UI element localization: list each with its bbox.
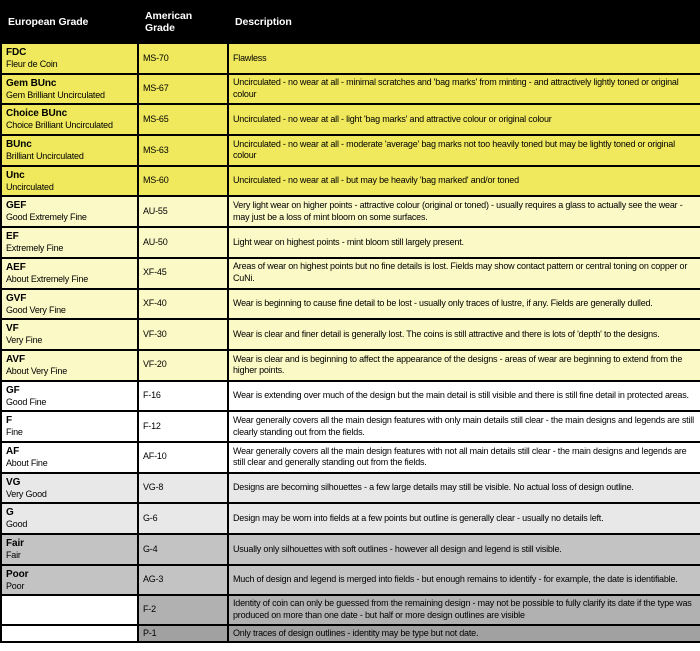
american-grade-cell: P-1 — [138, 625, 228, 643]
table-row — [1, 381, 700, 412]
description-cell: Usually only silhouettes with soft outlines - however all design and legend is still visible. — [228, 534, 700, 565]
description-cell: Uncirculated - no wear at all - but may be heavily 'bag marked' and/or toned — [228, 166, 700, 197]
table-row — [1, 442, 700, 473]
american-grade-cell: AU-55 — [138, 196, 228, 227]
american-grade-cell: MS-67 — [138, 74, 228, 105]
european-grade-fullname: About Fine — [6, 457, 48, 468]
table-row — [1, 258, 700, 289]
description-cell: Wear generally covers all the main design features with only main details still clear - the main designs and legends are still clearly standing out from the fields. — [228, 411, 700, 442]
european-grade-fullname: Good Very Fine — [6, 304, 66, 315]
european-grade-fullname: Brilliant Uncirculated — [6, 151, 84, 162]
european-grade-fullname: Extremely Fine — [6, 243, 64, 254]
american-grade-cell: AF-10 — [138, 442, 228, 473]
european-grade-abbr: VG — [6, 476, 21, 488]
european-grade-cell — [1, 503, 138, 534]
european-grade-cell — [1, 104, 138, 135]
description-cell: Much of design and legend is merged into fields - but enough remains to identify - for example, the date is identifiable. — [228, 565, 700, 596]
european-grade-cell — [1, 74, 138, 105]
european-grade-abbr: AF — [6, 445, 20, 457]
european-grade-cell — [1, 258, 138, 289]
american-grade-cell: AG-3 — [138, 565, 228, 596]
european-grade-abbr: F — [6, 415, 13, 427]
description-cell: Wear is extending over much of the design but the main detail is still visible and there is still fine detail in protected areas. — [228, 381, 700, 412]
european-grade-fullname: Fair — [6, 550, 21, 560]
description-cell: Light wear on highest points - mint bloom still largely present. — [228, 227, 700, 258]
european-grade-fullname: Good Extremely Fine — [6, 212, 87, 223]
col-header-american-grade: American Grade — [138, 1, 228, 43]
european-grade-abbr: FDC — [6, 47, 27, 58]
header-row — [1, 1, 700, 43]
european-grade-abbr: GVF — [6, 292, 27, 304]
european-grade-cell — [1, 565, 138, 596]
european-grade-abbr: BUnc — [6, 139, 32, 151]
european-grade-abbr: VF — [6, 323, 19, 335]
description-cell: Uncirculated - no wear at all - minimal scratches and 'bag marks' from minting - and attractively lightly toned or original colour — [228, 74, 700, 105]
european-grade-fullname: Gem Brilliant Uncirculated — [6, 89, 105, 100]
description-cell: Wear is beginning to cause fine detail to be lost - usually only traces of lustre, if any. Fields are generally dulled. — [228, 289, 700, 320]
european-grade-abbr: GF — [6, 384, 20, 396]
table-row — [1, 565, 700, 596]
european-grade-fullname: Fleur de Coin — [6, 59, 58, 69]
european-grade-fullname: Choice Brilliant Uncirculated — [6, 120, 113, 131]
american-grade-cell: G-4 — [138, 534, 228, 565]
european-grade-cell — [1, 166, 138, 197]
european-grade-cell — [1, 442, 138, 473]
european-grade-cell — [1, 43, 138, 74]
table-row — [1, 104, 700, 135]
european-grade-abbr: G — [6, 507, 14, 519]
european-grade-abbr: AVF — [6, 353, 25, 365]
european-grade-abbr: Gem BUnc — [6, 77, 57, 89]
description-cell: Identity of coin can only be guessed from the remaining design - may not be possible to fully clarify its date if the type was produced on more than one date - but half or more design outlines are visible — [228, 595, 700, 624]
european-grade-cell — [1, 534, 138, 565]
table-body — [1, 43, 700, 642]
description-cell: Uncirculated - no wear at all - light 'bag marks' and attractive colour or original colour — [228, 104, 700, 135]
american-grade-cell: MS-70 — [138, 43, 228, 74]
european-grade-abbr: Unc — [6, 169, 25, 181]
american-grade-cell: XF-40 — [138, 289, 228, 320]
description-cell: Wear generally covers all the main design features with not all main details still clear - the main designs and legends are still clear and generally standing out from the fields. — [228, 442, 700, 473]
table-row — [1, 166, 700, 197]
table-row — [1, 289, 700, 320]
european-grade-cell — [1, 135, 138, 166]
table-row — [1, 625, 700, 643]
table-row — [1, 503, 700, 534]
european-grade-abbr: AEF — [6, 261, 26, 273]
european-grade-abbr: GEF — [6, 200, 27, 212]
table-row — [1, 135, 700, 166]
european-grade-cell — [1, 473, 138, 504]
description-cell: Areas of wear on highest points but no fine details is lost. Fields may show contact pattern or central toning on copper or CuNi. — [228, 258, 700, 289]
european-grade-cell — [1, 196, 138, 227]
european-grade-fullname: About Very Fine — [6, 365, 68, 376]
col-header-description: Description — [228, 1, 700, 43]
table-row — [1, 319, 700, 350]
table-row — [1, 473, 700, 504]
description-cell: Very light wear on higher points - attractive colour (original or toned) - usually requires a glass to actually see the wear - may just be a loss of mint bloom on some surfaces. — [228, 196, 700, 227]
european-grade-fullname: Fine — [6, 427, 23, 438]
european-grade-cell — [1, 289, 138, 320]
american-grade-cell: F-16 — [138, 381, 228, 412]
european-grade-cell — [1, 319, 138, 350]
american-grade-cell: F-2 — [138, 595, 228, 624]
table-row — [1, 196, 700, 227]
european-grade-fullname: Very Fine — [6, 335, 43, 346]
american-grade-cell: XF-45 — [138, 258, 228, 289]
american-grade-cell: VF-30 — [138, 319, 228, 350]
european-grade-fullname: Poor — [6, 580, 25, 591]
table-row — [1, 350, 700, 381]
table-row — [1, 74, 700, 105]
european-grade-abbr: Fair — [6, 538, 24, 549]
american-grade-cell: MS-60 — [138, 166, 228, 197]
american-grade-cell: VG-8 — [138, 473, 228, 504]
table-row — [1, 595, 700, 624]
european-grade-fullname: Good — [6, 519, 28, 530]
european-grade-cell — [1, 350, 138, 381]
european-grade-abbr: EF — [6, 231, 19, 243]
american-grade-cell: MS-65 — [138, 104, 228, 135]
european-grade-cell — [1, 595, 138, 624]
description-cell: Uncirculated - no wear at all - moderate 'average' bag marks not too heavily toned but may be lightly toned or original colour — [228, 135, 700, 166]
european-grade-fullname: Very Good — [6, 488, 47, 499]
col-header-european-grade: European Grade — [1, 1, 138, 43]
description-cell: Wear is clear and finer detail is generally lost. The coins is still attractive and there is lots of 'depth' to the designs. — [228, 319, 700, 350]
european-grade-fullname: About Extremely Fine — [6, 273, 89, 284]
american-grade-cell: G-6 — [138, 503, 228, 534]
european-grade-abbr: Poor — [6, 568, 29, 580]
european-grade-cell — [1, 411, 138, 442]
european-grade-abbr: Choice BUnc — [6, 108, 68, 120]
european-grade-fullname: Good Fine — [6, 396, 47, 407]
european-grade-cell — [1, 625, 138, 643]
description-cell: Designs are becoming silhouettes - a few large details may still be visible. No actual loss of design outline. — [228, 473, 700, 504]
table-row — [1, 411, 700, 442]
european-grade-cell — [1, 381, 138, 412]
description-cell: Design may be worn into fields at a few points but outline is generally clear - usually no details left. — [228, 503, 700, 534]
european-grade-fullname: Uncirculated — [6, 181, 54, 192]
table-row — [1, 227, 700, 258]
american-grade-cell: VF-20 — [138, 350, 228, 381]
american-grade-cell: F-12 — [138, 411, 228, 442]
description-cell: Flawless — [228, 43, 700, 74]
table-row — [1, 534, 700, 565]
description-cell: Only traces of design outlines - identity may be type but not date. — [228, 625, 700, 643]
american-grade-cell: AU-50 — [138, 227, 228, 258]
european-grade-cell — [1, 227, 138, 258]
american-grade-cell: MS-63 — [138, 135, 228, 166]
description-cell: Wear is clear and is beginning to affect the appearance of the designs - areas of wear are beginning to extend from the higher points. — [228, 350, 700, 381]
table-row — [1, 43, 700, 74]
